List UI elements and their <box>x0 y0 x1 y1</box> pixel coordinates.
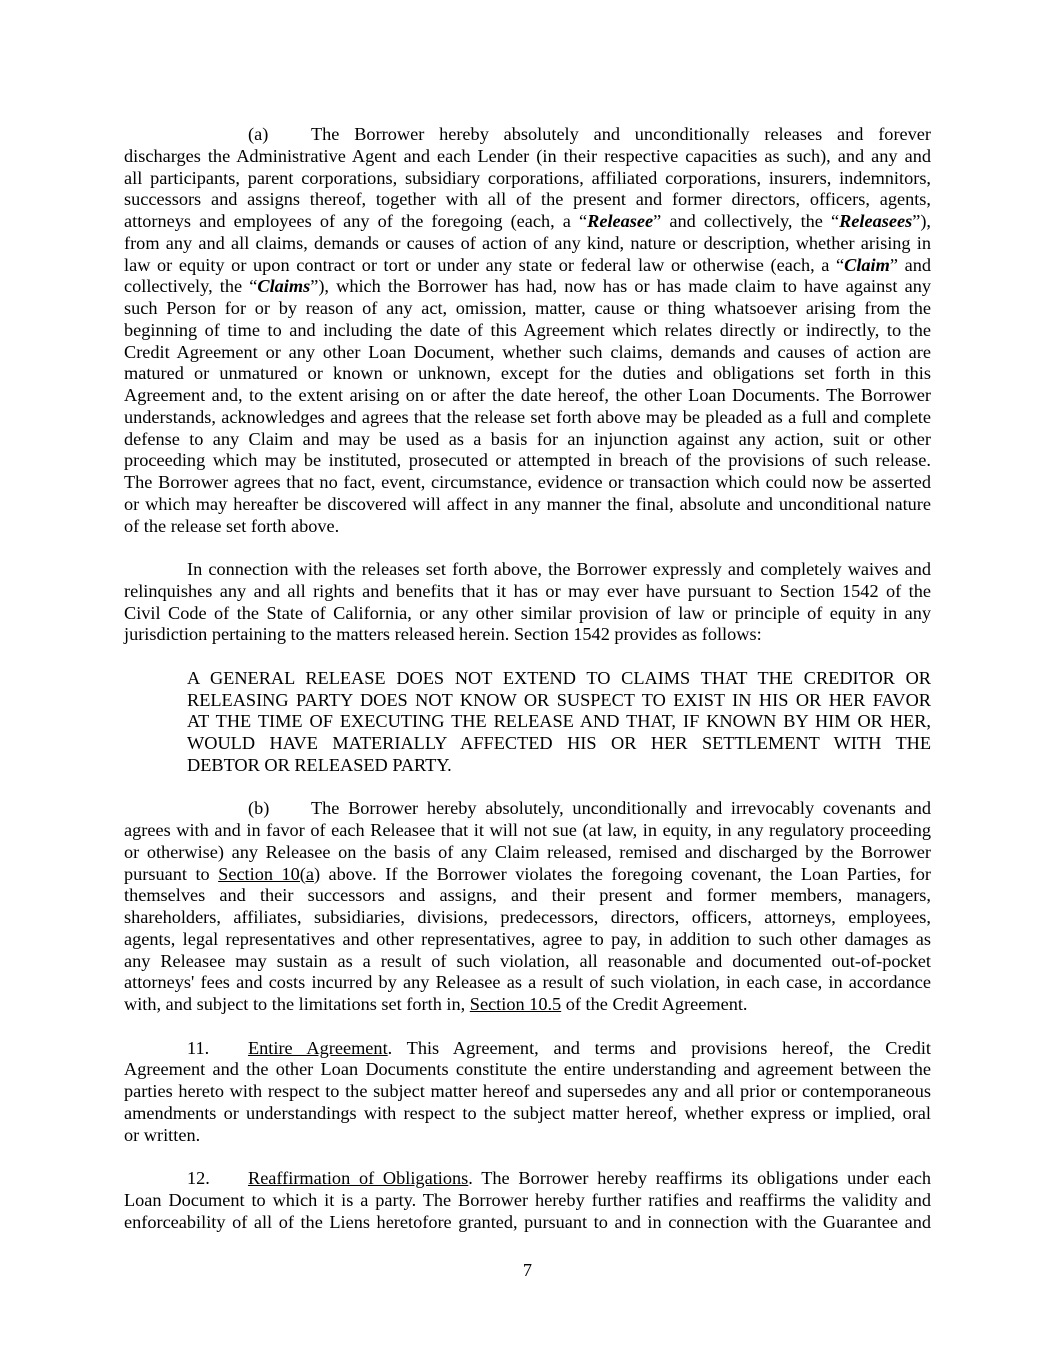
section-12-reaffirmation <box>124 1168 931 1233</box>
line-text: pursuant to <box>124 863 219 884</box>
text-line: from any and all claims, demands or causes of action of any kind, nature or description, whether arising in <box>124 232 931 253</box>
defined-term-claim: Claim <box>844 254 890 275</box>
quoted-statute-1542 <box>187 668 931 777</box>
section-number: 12. <box>187 1168 210 1188</box>
text-line <box>124 255 931 277</box>
text-line: Agreement and, to the extent arising on or after the date hereof, the other Loan Documents. The Borrower <box>124 385 931 405</box>
line-text: The Borrower hereby absolutely and unconditionally releases and forever <box>311 124 931 144</box>
text-line: enforceability of all of the Liens heretofore granted, pursuant to and in connection with the Guarantee and <box>124 1211 931 1232</box>
text-line: such Person for or by reason of any act, omission, matter, cause or thing whatsoever arising from the <box>124 298 931 318</box>
text-line: AT THE TIME OF EXECUTING THE RELEASE AND THAT, IF KNOWN BY HIM OR HER, <box>187 711 931 732</box>
document-body <box>124 124 931 1255</box>
text-line: understands, acknowledges and agrees that the release set forth above may be pleaded as a full and complete <box>124 406 931 427</box>
text-line: parties hereto with respect to the subject matter hereof and supersedes any and all prior or contemporaneous <box>124 1081 931 1101</box>
section-11-entire-agreement <box>124 1038 931 1147</box>
line-text: . This Agreement, and terms and provisions hereof, the Credit <box>387 1037 931 1058</box>
text-line: Agreement and the other Loan Documents constitute the entire understanding and agreement between the <box>124 1059 931 1080</box>
text-line: WOULD HAVE MATERIALLY AFFECTED HIS OR HER SETTLEMENT WITH THE <box>187 733 931 753</box>
section-number: 11. <box>187 1037 210 1058</box>
line-text: law or equity or upon contract or tort or under any state or federal law or otherwise (each, a “ <box>124 254 845 275</box>
defined-term-claims: Claims <box>257 276 311 297</box>
page-number: 7 <box>522 1260 533 1280</box>
text-line: RELEASING PARTY DOES NOT KNOW OR SUSPECT TO EXIST IN HIS OR HER FAVOR <box>187 689 931 710</box>
line-text: ”), <box>912 211 931 231</box>
line-text: collectively, the “ <box>124 276 258 297</box>
text-line <box>124 211 931 233</box>
text-line: attorneys' fees and costs incurred by any Releasee as a result of such violation, in each case, in accordance <box>124 972 931 993</box>
text-line: DEBTOR OR RELEASED PARTY. <box>187 754 452 775</box>
text-line: or written. <box>124 1124 201 1145</box>
text-line: or which may hereafter be discovered will affect in any manner the final, absolute and unconditional nature <box>124 493 931 514</box>
paragraph-10a-release <box>124 124 931 537</box>
text-line: Credit Agreement or any other Loan Document, whether such claims, demands and causes of action are <box>124 341 931 362</box>
paragraph-10b-covenant-not-to-sue <box>124 798 931 1016</box>
text-line: defense to any Claim and may be used as a basis for an injunction against any action, suit or other <box>124 428 931 449</box>
text-line: beginning of time to and including the date of this Agreement which relates directly or indirectly, to the <box>124 319 931 340</box>
text-line: A GENERAL RELEASE DOES NOT EXTEND TO CLAIMS THAT THE CREDITOR OR <box>187 667 931 688</box>
text-line: The Borrower agrees that no fact, event, circumstance, evidence or transaction which could now be asserted <box>124 472 931 492</box>
section-heading: Reaffirmation of Obligations <box>248 1168 469 1188</box>
line-text: ”), which the Borrower has had, now has or has made claim to have against any <box>310 276 932 297</box>
text-line: Civil Code of the State of California, or any other similar provision of law or principle of equity in any <box>124 602 931 623</box>
text-line <box>124 1038 931 1060</box>
section-reference: Section 10.5 <box>469 994 562 1014</box>
section-heading: Entire Agreement <box>248 1037 388 1058</box>
paragraph-label: (a) <box>248 124 269 144</box>
text-line: relinquishes any and all rights and benefits that it has or may ever have pursuant to Section 1542 of the <box>124 580 931 601</box>
text-line <box>124 276 931 298</box>
section-reference: Section 10(a) <box>218 863 321 884</box>
text-line: shareholders, affiliates, subsidiaries, divisions, predecessors, directors, officers, attorneys, employees, <box>124 907 931 927</box>
defined-term-releasee: Releasee <box>587 211 654 231</box>
text-line: all participants, parent corporations, subsidiary corporations, affiliated corporations, insurers, indemnitors, <box>124 167 931 188</box>
line-text: . The Borrower hereby reaffirms its obligations under each <box>468 1168 931 1188</box>
text-line: of the release set forth above. <box>124 515 340 536</box>
line-text: ” and collectively, the “ <box>653 211 840 231</box>
text-line: In connection with the releases set forth above, the Borrower expressly and completely waives and <box>187 559 931 579</box>
text-line: agrees with and in favor of each Releasee that it will not sue (at law, in equity, in any regulatory proceeding <box>124 820 931 840</box>
text-line: discharges the Administrative Agent and each Lender (in their respective capacities as such), and any and <box>124 145 931 166</box>
text-line <box>124 1168 931 1190</box>
text-line <box>124 864 931 886</box>
text-line: proceeding which may be instituted, prosecuted or attempted in breach of the provisions of such release. <box>124 450 931 471</box>
text-line: or otherwise) any Releasee on the basis of any Claim released, remised and discharged by the Borrower <box>124 841 931 862</box>
text-line: themselves and their successors and assigns, and their present and former members, managers, <box>124 885 931 906</box>
line-text: ” and <box>889 254 931 275</box>
line-text: The Borrower hereby absolutely, unconditionally and irrevocably covenants and <box>311 798 931 819</box>
defined-term-releasees: Releasees <box>839 211 913 231</box>
text-line: jurisdiction pertaining to the matters released herein. Section 1542 provides as follows: <box>124 624 762 645</box>
line-text: attorneys and employees of any of the foregoing (each, a “ <box>124 211 588 231</box>
text-line: agents, legal representatives and other representatives, agree to pay, in addition to such other damages as <box>124 928 931 949</box>
text-line: any Releasee may sustain as a result of such violation, all reasonable and documented out-of-pocket <box>124 950 931 971</box>
paragraph-label: (b) <box>248 798 270 819</box>
line-text: above. If the Borrower violates the foregoing covenant, the Loan Parties, for <box>320 863 931 884</box>
line-text: of the Credit Agreement. <box>561 994 748 1014</box>
text-line: Loan Document to which it is a party. The Borrower hereby further ratifies and reaffirms the validity and <box>124 1189 931 1210</box>
paragraph-section-1542-waiver <box>124 559 931 646</box>
line-text: with, and subject to the limitations set forth in, <box>124 994 470 1014</box>
text-line <box>124 798 931 820</box>
text-line <box>124 124 931 146</box>
text-line: successors and assigns thereof, together with all of the present and former directors, officers, agents, <box>124 189 931 210</box>
text-line: amendments or understandings with respect to the subject matter hereof, whether express or implied, oral <box>124 1102 931 1123</box>
text-line <box>124 994 931 1016</box>
text-line: matured or unmatured or known or unknown, except for the duties and obligations set forth in this <box>124 363 931 384</box>
